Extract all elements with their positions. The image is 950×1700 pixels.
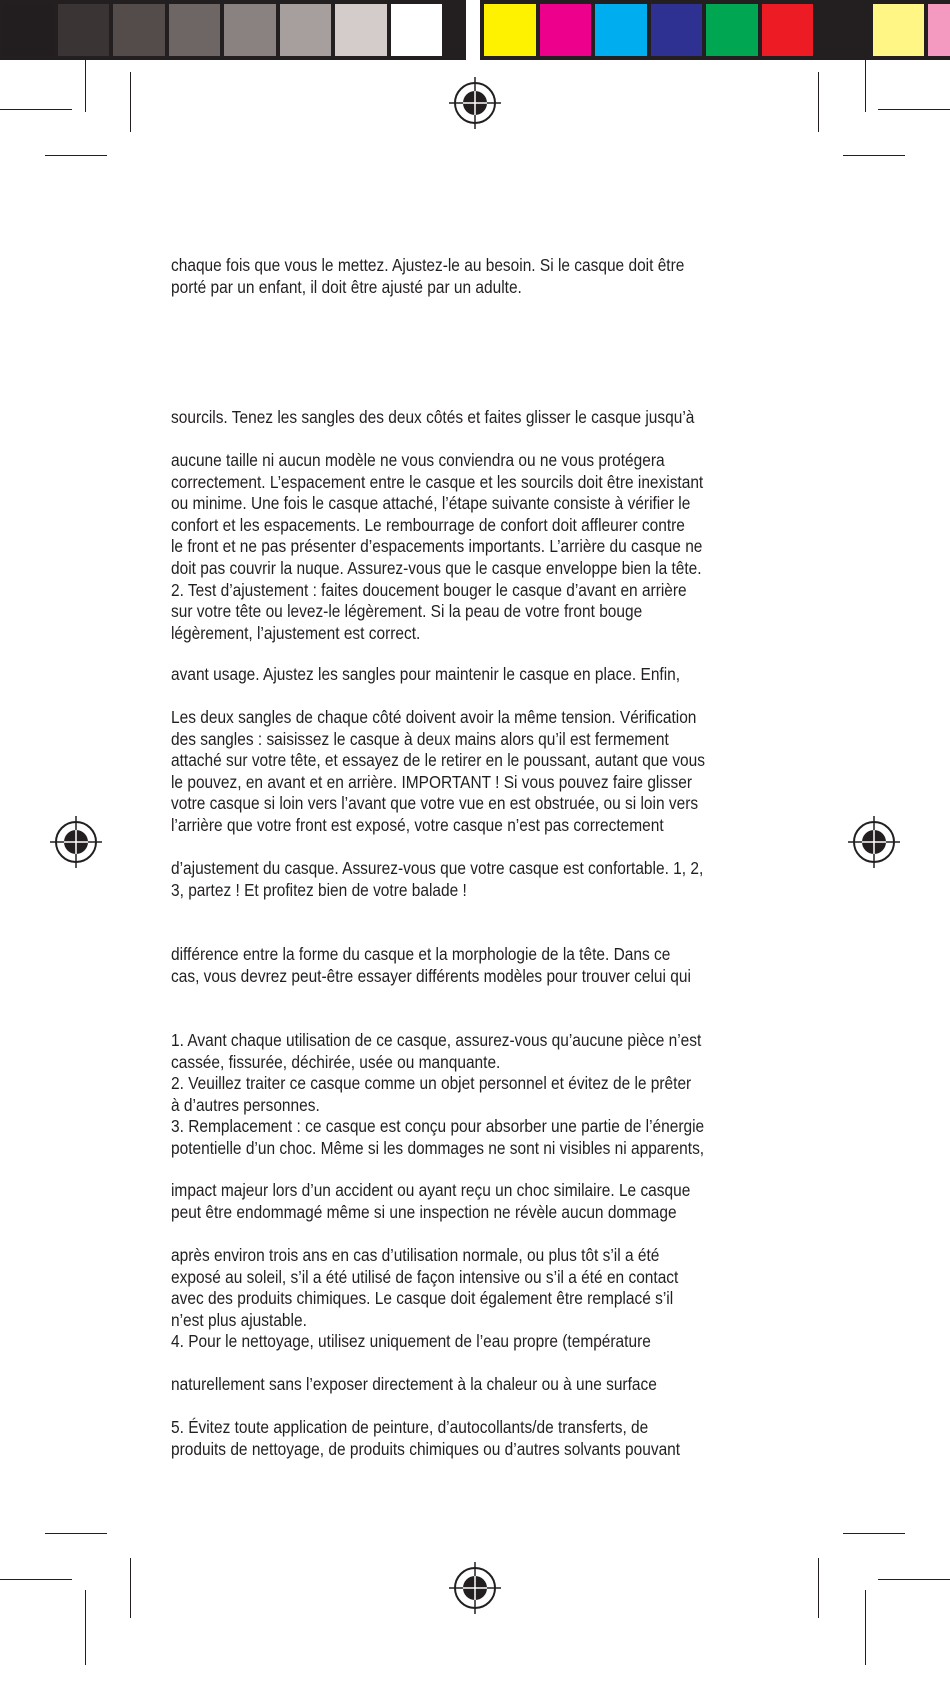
paragraph-shape-difference: différence entre la forme du casque et la morphologie de la tête. Dans ce cas, vous devrez peut-être essayer différents modèles pour trouver celui qui [171,944,691,986]
registration-mark-bottom-icon [449,1562,501,1614]
process-color-swatch [482,0,538,60]
paragraph-inspection: 1. Avant chaque utilisation de ce casque, assurez-vous qu’aucune pièce n’est cassée, fissurée, déchirée, usée ou manquante. 2. Veuillez traiter ce casque comme un objet personnel et évitez de le prêter à d’autres personnes. 3. Remplacement : ce casque est conçu pour absorber une partie de l’énergie potentielle d’un choc. Même si les dommages ne sont ni visibles ni apparents, [171,1030,705,1158]
crop-mark [85,1590,86,1665]
crop-mark [878,1579,950,1580]
process-color-swatch [649,0,705,60]
crop-mark [45,1533,107,1534]
paragraph-drying: naturellement sans l’exposer directement à la chaleur ou à une surface [171,1374,657,1394]
process-color-swatch [538,0,594,60]
crop-mark [865,1590,866,1665]
gray-swatch [56,0,112,60]
crop-mark [0,1579,72,1580]
process-color-swatch [704,0,760,60]
paragraph-avoid-paint: 5. Évitez toute application de peinture, d’autocollants/de transferts, de produits de nettoyage, de produits chimiques ou d’autres solvants pouvant [171,1417,681,1459]
paragraph-major-impact: impact majeur lors d’un accident ou ayant reçu un choc similaire. Le casque peut être endommagé même si une inspection ne révèle aucun dommage [171,1180,691,1222]
gray-swatch [389,0,445,60]
crop-mark [130,72,131,132]
process-color-swatch [815,0,871,60]
crop-mark [130,1558,131,1618]
gray-swatch [167,0,223,60]
gray-swatch [0,0,56,60]
paragraph-comfort: d’ajustement du casque. Assurez-vous que votre casque est confortable. 1, 2, 3, partez ! Et profitez bien de votre balade ! [171,858,704,900]
process-color-swatch [871,0,927,60]
registration-mark-right-icon [848,816,900,868]
crop-mark [45,155,107,156]
crop-mark [865,60,866,112]
process-color-swatch [760,0,816,60]
paragraph-eyebrows: sourcils. Tenez les sangles des deux côtés et faites glisser le casque jusqu’à [171,407,695,427]
crop-mark [85,60,86,112]
crop-mark [818,1558,819,1618]
gray-swatch [111,0,167,60]
paragraph-before-use: avant usage. Ajustez les sangles pour maintenir le casque en place. Enfin, [171,664,681,684]
color-calibration-bar [0,0,950,60]
paragraph-size-fit: aucune taille ni aucun modèle ne vous conviendra ou ne vous protégera correctement. L’espacement entre le casque et les sourcils doit être inexistant ou minime. Une fois le casque attaché, l’étape suivante consiste à vérifier le confort et les espacements. Le rembourrage de confort doit affleurer contre le front et ne pas présenter d’espacements importants. L’arrière du casque ne doit pas couvrir la nuque. Assurez-vous que le casque enveloppe bien la tête. 2. Test d’ajustement : faites doucement bouger le casque d’avant en arrière sur votre tête ou levez-le légèrement. Si la peau de votre front bouge légèrement, l’ajustement est correct. [171,450,704,643]
crop-mark [843,155,905,156]
paragraph-replacement: après environ trois ans en cas d’utilisation normale, ou plus tôt s’il a été exposé au soleil, s’il a été utilisé de façon intensive ou s’il a été en contact avec des produits chimiques. Le casque doit également être remplacé s’il n’est plus ajustable. 4. Pour le nettoyage, utilisez uniquement de l’eau propre (température [171,1245,679,1352]
gray-swatch [222,0,278,60]
crop-mark [878,109,950,110]
swatch-gap [466,0,480,60]
crop-mark [818,72,819,132]
process-color-swatch [593,0,649,60]
gray-swatch [278,0,334,60]
crop-mark [0,109,72,110]
paragraph-strap-check: Les deux sangles de chaque côté doivent avoir la même tension. Vérification des sangles : saisissez le casque à deux mains alors qu’il est fermement attaché sur votre tête, et essayez de le retirer en le poussant, autant que vous le pouvez, en avant et en arrière. IMPORTANT ! Si vous pouvez faire glisser votre casque si loin vers l’avant que votre vue en est obstruée, ou si loin vers l’arrière que votre front est exposé, votre casque n’est pas correctement [171,707,705,835]
crop-mark [843,1533,905,1534]
process-color-swatch [926,0,950,60]
paragraph-helmet-wearing: chaque fois que vous le mettez. Ajustez-le au besoin. Si le casque doit être porté par un enfant, il doit être ajusté par un adulte. [171,255,685,297]
gray-swatch [333,0,389,60]
registration-mark-top-icon [449,77,501,129]
registration-mark-left-icon [50,816,102,868]
